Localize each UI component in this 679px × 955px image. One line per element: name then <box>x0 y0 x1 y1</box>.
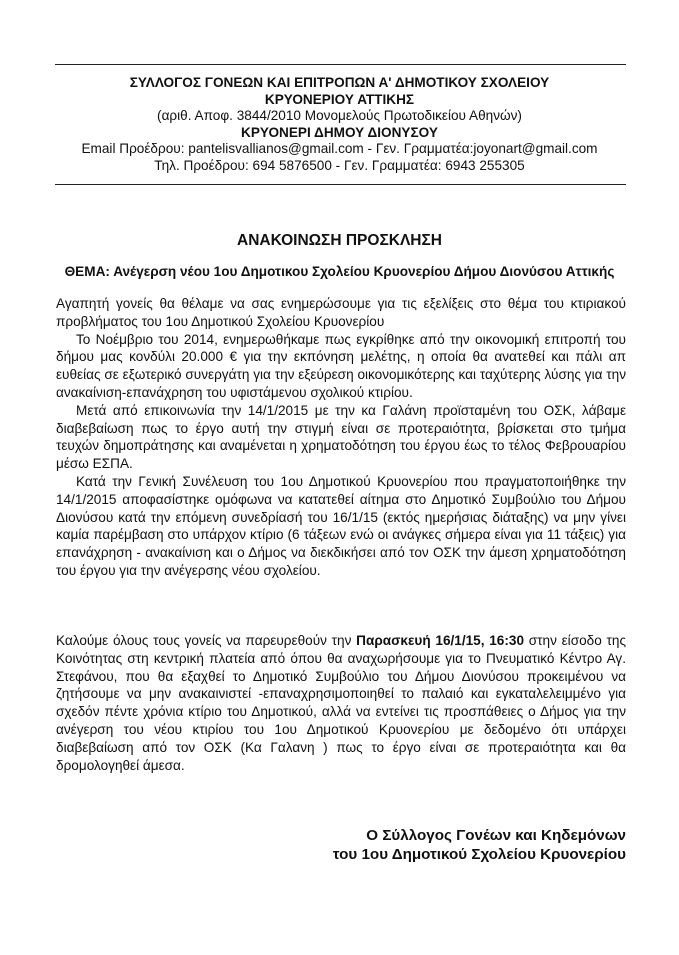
signature-line-2: του 1ου Δημοτικού Σχολείου Κρυονερίου <box>332 846 626 863</box>
bottom-divider <box>55 184 626 185</box>
invitation-paragraph <box>56 632 626 774</box>
association-name: ΣΥΛΛΟΓΟΣ ΓΟΝΕΩΝ ΚΑΙ ΕΠΙΤΡΟΠΩΝ Α' ΔΗΜΟΤΙΚΟΥ ΣΧΟΛΕΙΟΥ <box>129 75 550 90</box>
letterhead <box>0 75 679 175</box>
paragraph-intro: Αγαπητή γονείς θα θέλαμε να σας ενημερώσουμε για τις εξελίξεις στο θέμα του κτιριακού προβλήματος του 1ου Δημοτικού Σχολείου Κρυονερίου <box>56 296 626 329</box>
signature-line-1: Ο Σύλλογος Γονέων και Κηδεμόνων <box>366 827 626 844</box>
document-subject: ΘΕΜΑ: Ανέγερση νέου 1ου Δημοτικου Σχολείου Κρυονερίου Δήμου Διονύσου Αττικής <box>64 264 615 279</box>
association-location: ΚΡΥΟΝΕΡΙΟΥ ΑΤΤΙΚΗΣ <box>264 91 415 107</box>
email-line: Email Προέδρου: pantelisvallianos@gmail.com - Γεν. Γραμματέα:joyonart@gmail.com <box>81 141 598 157</box>
top-divider <box>55 64 626 65</box>
document-title: ΑΝΑΚΟΙΝΩΣΗ ΠΡΟΣΚΛΗΣΗ <box>237 232 442 249</box>
paragraph-general-assembly: Κατά την Γενική Συνέλευση του 1ου Δημοτικού Κρυονερίου που πραγματοποιήθηκε την 14/1/2015 αποφασίστηκε ομόφωνα να κατατεθεί αίτημα στο Δημοτικό Συμβούλιο του Δήμου Διονύσου κατά την επόμενη συνεδρίασή του 16/1/15 (εκτός ημερήσιας διάταξης) να μην γίνει καμία παρέμβαση στο υπάρχον κτίριο (6 τάξεων ενώ οι ανάγκες σήμερα είναι για 11 τάξεις) για επανάχρηση - ανακαίνιση και ο Δήμος να διεκδικήσει από τον ΟΣΚ την άμεση χρηματοδότηση του έργου για την ανέγερσης νέου σχολείου. <box>56 473 626 578</box>
registration-note: (αριθ. Αποφ. 3844/2010 Μονομελούς Πρωτοδικείου Αθηνών) <box>157 108 522 124</box>
phone-line: Τηλ. Προέδρου: 694 5876500 - Γεν. Γραμματέα: 6943 255305 <box>154 157 525 173</box>
municipality-line: ΚΡΥΟΝΕΡΙ ΔΗΜΟΥ ΔΙΟΝΥΣΟΥ <box>241 124 438 140</box>
invitation-date-time: Παρασκευή 16/1/15, 16:30 <box>356 633 525 648</box>
invitation-text-rest: στην είσοδο της Κοινότητας στη κεντρική πλατεία από όπου θα αναχωρήσουμε για το Πνευματικό Κέντρο Αγ. Στεφάνου, που θα εξαχθεί το Δημοτικό Συμβούλιο του Δήμου Διονύσου προκειμένου να ζητήσουμε να μην ανακαινιστεί -επαναχρησιμοποιηθεί το παλαιό και εγκαταλελειμμένο για σχεδόν πέντε χρόνια κτίριο του Δημοτικού, αλλά να εντείνει τις προσπάθειες ο Δήμος για την ανέγερση του νέου κτιρίου του 1ου Δημοτικού Κρυονερίου με δεδομένο ότι υπάρχει διαβεβαίωση από τον ΟΣΚ (Κα Γαλανη ) πως το έργο είναι σε προτεραιότητα και θα δρομολογηθεί άμεσα. <box>56 633 626 773</box>
signature <box>333 826 626 864</box>
body-paragraphs <box>56 295 626 580</box>
paragraph-november: Το Νοέμβριο του 2014, ενημερωθήκαμε πως εγκρίθηκε από την οικονομική επιτροπή του δήμου μας κονδύλι 20.000 € για την εκπόνηση μελέτης, η οποία θα ανατεθεί και πάλι απ ευθείας σε εξωτερικό συνεργάτη για την εξεύρεση οικονομικότερης και ταχύτερης λύσης για την ανακαίνιση-επανάχρηση του υφιστάμενου σχολικού κτιρίου. <box>56 331 626 400</box>
invitation-text-start: Καλούμε όλους τους γονείς να παρευρεθούν την <box>56 633 357 648</box>
paragraph-osk-contact: Μετά από επικοινωνία την 14/1/2015 με την κα Γαλάνη προϊσταμένη του ΟΣΚ, λάβαμε διαβεβαίωση πως το έργο αυτή την στιγμή είναι σε προτεραιότητα, βρίσκεται στο τμήμα τευχών δημοπράτησης και αναμένεται η χρηματοδότηση του έργου έως το τέλος Φεβρουαρίου μέσω ΕΣΠΑ. <box>56 402 626 472</box>
